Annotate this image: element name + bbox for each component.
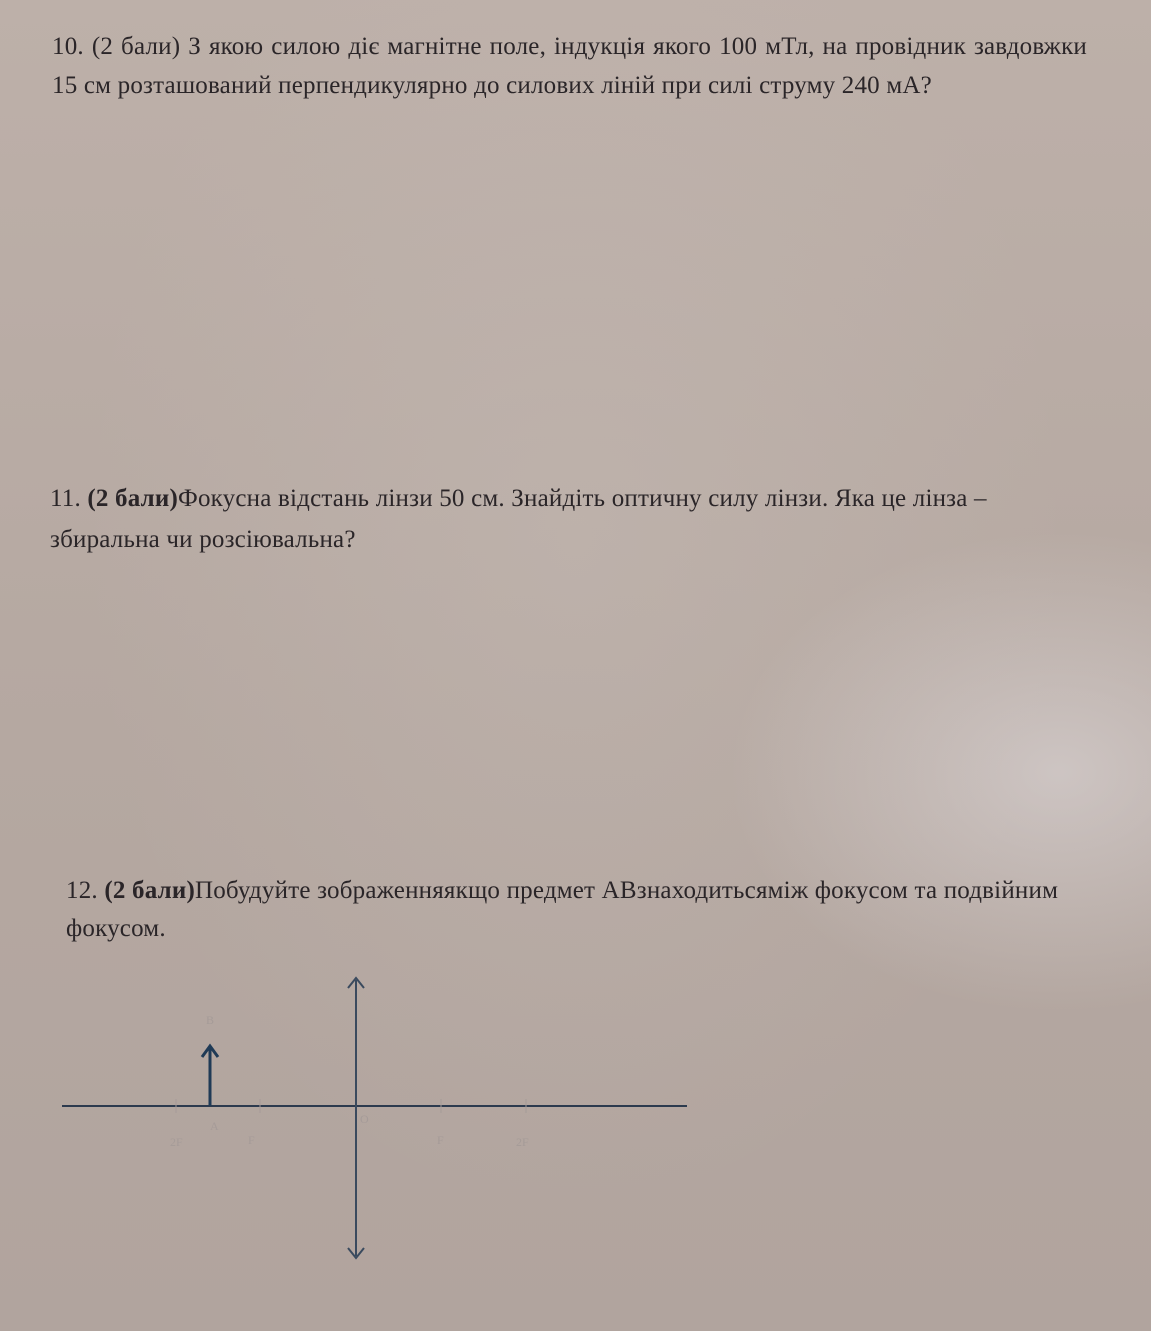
question-11-number: 11. xyxy=(50,485,88,512)
question-11-points: (2 бали) xyxy=(87,485,179,512)
object-arrow-icon xyxy=(202,1046,218,1106)
question-11-text: Фокусна відстань лінзи 50 см. Знайдіть оптичну силу лінзи. Яка це лінза – збиральна чи розсіювальна? xyxy=(50,485,987,553)
question-11 xyxy=(50,478,1050,560)
label-2f-left: 2F xyxy=(170,1135,183,1149)
question-12 xyxy=(66,872,1106,948)
label-2f-right: 2F xyxy=(516,1135,529,1149)
question-10 xyxy=(52,27,1087,105)
question-10-text: 10. (2 бали) З якою силою діє магнітне поле, індукція якого 100 мТл, на провідник завдовжки 15 см розташований перпендикулярно до силових ліній при силі струму 240 мА? xyxy=(52,33,1087,99)
question-12-number: 12. xyxy=(66,877,105,904)
question-12-points: (2 бали) xyxy=(104,877,195,904)
label-f-right: F xyxy=(437,1133,444,1147)
lens-diagram xyxy=(0,960,720,1280)
question-12-text: Побудуйте зображенняякщо предмет АВзнаходитьсяміж фокусом та подвійним фокусом. xyxy=(66,877,1059,942)
label-object-base: A xyxy=(210,1119,219,1133)
label-object-top: B xyxy=(206,1013,215,1027)
label-f-left: F xyxy=(248,1133,255,1147)
label-lens-center: O xyxy=(360,1112,369,1126)
